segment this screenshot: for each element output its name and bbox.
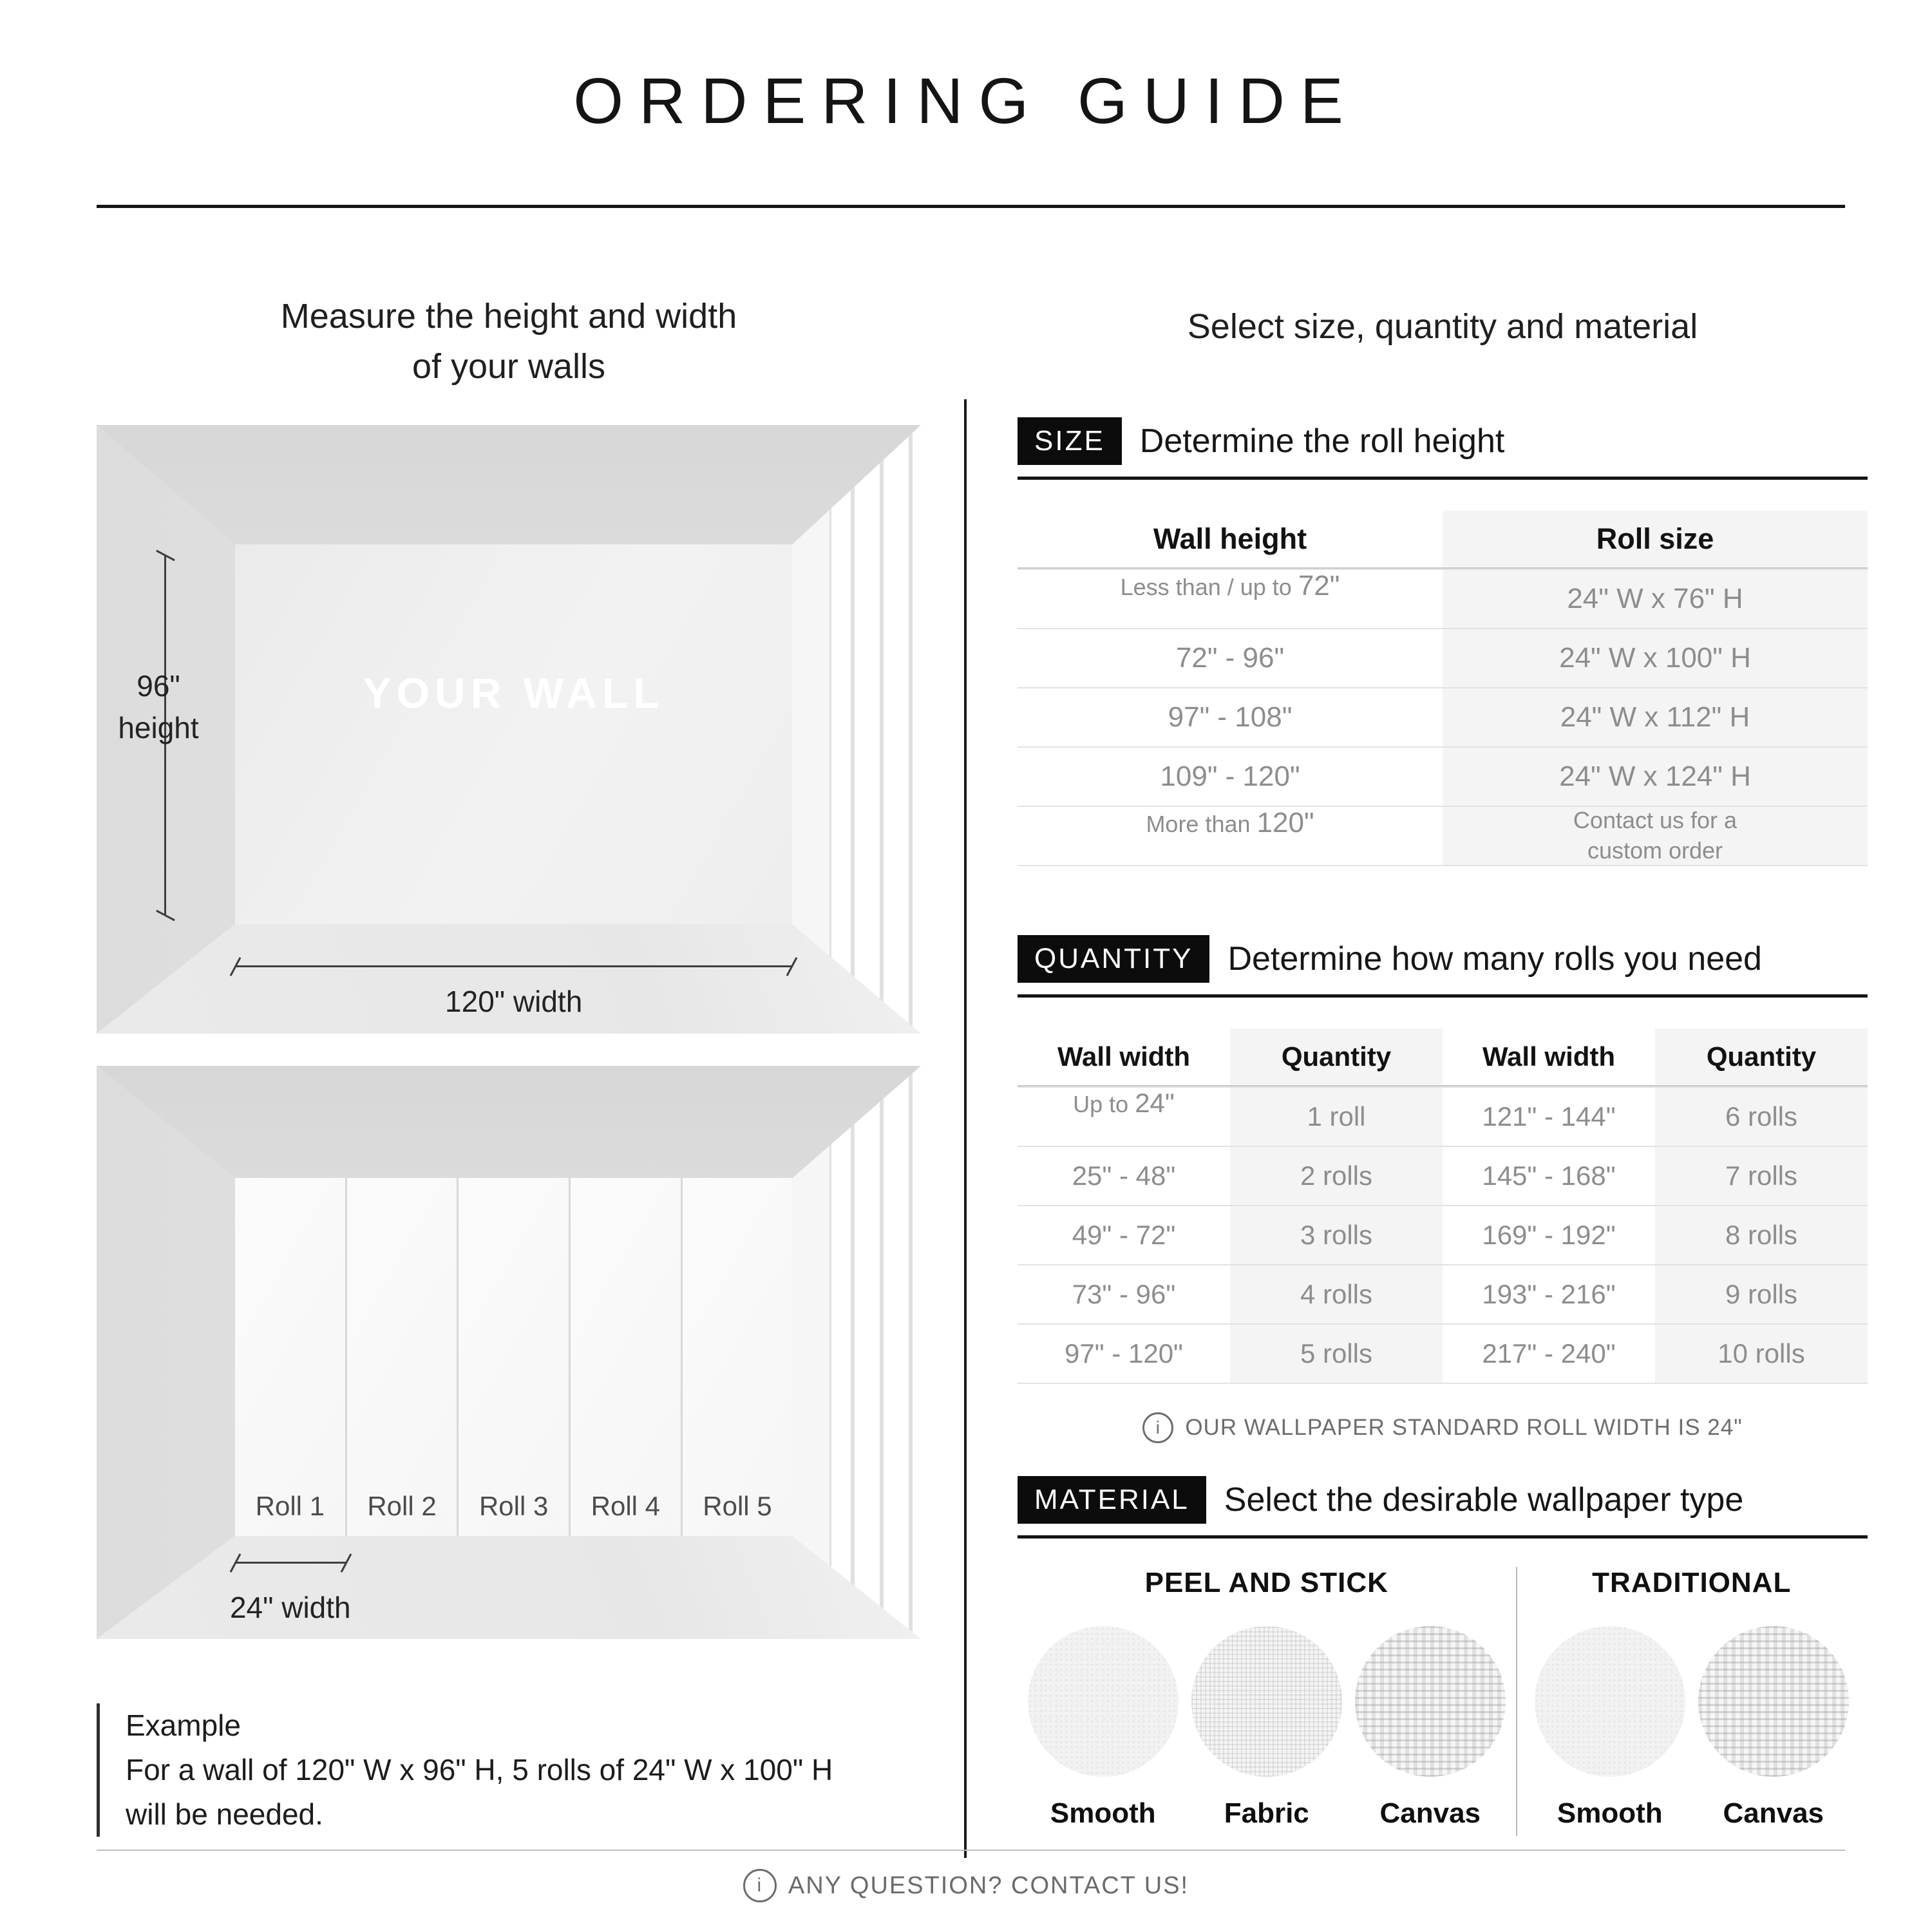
wall-width-cell: 145" - 168"	[1482, 1160, 1616, 1191]
info-icon: i	[1142, 1412, 1173, 1443]
size-section	[1018, 417, 1868, 866]
wall-width-cell: 193" - 216"	[1482, 1279, 1616, 1309]
width-measure-line	[235, 965, 792, 967]
wall-height-cell: 109" - 120"	[1160, 761, 1300, 792]
footer-note-text: ANY QUESTION? CONTACT US!	[788, 1871, 1189, 1899]
quantity-section-header	[1018, 935, 1868, 998]
window-mullion	[880, 425, 884, 1034]
roll-panel: Roll 1	[235, 1178, 345, 1535]
wall-width-cell: 217" - 240"	[1482, 1338, 1616, 1368]
size-table-header	[1018, 511, 1868, 569]
roll-width-label: 24" width	[229, 1591, 351, 1625]
col-quantity: Quantity	[1655, 1028, 1868, 1085]
size-row	[1018, 628, 1868, 687]
roll-panel: Roll 4	[571, 1178, 681, 1535]
footer-contact-note	[0, 1869, 1932, 1902]
roll-size-cell: 24" W x 100" H	[1443, 629, 1868, 687]
window-mullion	[851, 1066, 855, 1639]
left-heading-line1: Measure the height and width	[280, 297, 737, 336]
wall-height-cell	[1018, 807, 1443, 865]
window-mullion	[909, 1066, 913, 1639]
quantity-row	[1018, 1146, 1868, 1205]
size-row	[1018, 687, 1868, 746]
quantity-row	[1018, 1205, 1868, 1264]
quantity-cell: 7 rolls	[1655, 1147, 1868, 1205]
title-divider-rule	[97, 205, 1845, 208]
roll-size-cell: 24" W x 76" H	[1443, 570, 1868, 628]
swatch-fabric	[1189, 1626, 1344, 1830]
quantity-section	[1018, 935, 1868, 1443]
fabric-texture-swatch	[1191, 1626, 1342, 1777]
traditional-heading: TRADITIONAL	[1592, 1567, 1792, 1598]
custom-order-line2: custom order	[1587, 837, 1723, 864]
wall-height-cell	[1018, 570, 1443, 628]
wall-width-cell	[1018, 1088, 1230, 1146]
quantity-row	[1018, 1264, 1868, 1323]
quantity-cell: 8 rolls	[1655, 1206, 1868, 1264]
roll-panel: Roll 2	[347, 1178, 457, 1535]
roll-width-measure-line	[235, 1562, 346, 1564]
height-label	[100, 665, 216, 748]
roll-panel: Roll 3	[459, 1178, 569, 1535]
quantity-row	[1018, 1323, 1868, 1383]
quantity-table-header	[1018, 1028, 1868, 1086]
quantity-cell: 1 roll	[1230, 1088, 1443, 1146]
wall-width-cell: 121" - 144"	[1482, 1101, 1616, 1132]
size-col-wall-height: Wall height	[1153, 522, 1307, 555]
size-row	[1018, 569, 1868, 628]
wall-width-value: 24"	[1135, 1088, 1175, 1118]
wall-width-cell: 97" - 120"	[1065, 1338, 1183, 1368]
size-col-roll-size: Roll size	[1443, 511, 1868, 567]
window-mullion	[880, 1066, 884, 1639]
wall-height-cell: 72" - 96"	[1175, 642, 1285, 674]
swatch-canvas	[1353, 1626, 1508, 1830]
quantity-cell: 5 rolls	[1230, 1325, 1443, 1383]
quantity-cell: 6 rolls	[1655, 1088, 1868, 1146]
canvas-texture-swatch	[1355, 1626, 1506, 1777]
roll-panels	[235, 1178, 792, 1535]
material-tag: MATERIAL	[1018, 1476, 1206, 1524]
back-wall	[235, 544, 792, 924]
left-column-heading	[97, 291, 921, 392]
height-value: 96"	[137, 669, 180, 703]
peel-and-stick-group	[1018, 1567, 1516, 1830]
quantity-cell: 4 rolls	[1230, 1265, 1443, 1323]
wall-height-value: 72"	[1298, 570, 1340, 601]
smooth-texture-swatch	[1535, 1626, 1685, 1777]
material-groups	[1018, 1567, 1868, 1830]
roll-panel: Roll 5	[683, 1178, 793, 1535]
wall-width-cell: 169" - 192"	[1482, 1220, 1616, 1250]
window-mullion	[909, 425, 913, 1034]
swatch-smooth	[1533, 1626, 1687, 1830]
wall-width-cell: 25" - 48"	[1072, 1160, 1176, 1191]
room-illustration-rolls	[97, 1066, 921, 1639]
peel-and-stick-heading: PEEL AND STICK	[1144, 1567, 1388, 1598]
traditional-group	[1516, 1567, 1868, 1830]
wall-height-value: 120"	[1256, 807, 1314, 838]
page-title: ORDERING GUIDE	[573, 65, 1359, 137]
col-wall-width: Wall width	[1482, 1041, 1616, 1072]
height-word: height	[118, 710, 199, 744]
right-column-heading: Select size, quantity and material	[1187, 307, 1698, 346]
smooth-texture-swatch	[1028, 1626, 1179, 1777]
material-section	[1018, 1476, 1868, 1830]
quantity-table	[1018, 1028, 1868, 1384]
size-table	[1018, 511, 1868, 866]
canvas-texture-swatch	[1698, 1626, 1849, 1777]
roll-size-cell: 24" W x 124" H	[1443, 748, 1868, 806]
size-row	[1018, 806, 1868, 865]
wall-height-prefix: More than	[1146, 811, 1251, 837]
size-section-header	[1018, 417, 1868, 480]
material-section-header	[1018, 1476, 1868, 1539]
swatch-canvas	[1696, 1626, 1851, 1830]
quantity-cell: 9 rolls	[1655, 1265, 1868, 1323]
swatch-label: Smooth	[1557, 1797, 1663, 1829]
example-line1: For a wall of 120" W x 96" H, 5 rolls of 24" W x 100" H	[126, 1753, 833, 1786]
wall-width-prefix: Up to	[1073, 1091, 1129, 1117]
wall-width-cell: 49" - 72"	[1072, 1220, 1176, 1250]
peel-and-stick-swatches	[1026, 1626, 1508, 1830]
roll-size-cell	[1443, 807, 1868, 865]
col-wall-width: Wall width	[1057, 1041, 1191, 1072]
quantity-row	[1018, 1086, 1868, 1146]
swatch-label: Fabric	[1224, 1797, 1309, 1829]
traditional-swatches	[1533, 1626, 1851, 1830]
wall-width-cell: 73" - 96"	[1072, 1279, 1176, 1309]
info-icon: i	[743, 1869, 777, 1902]
quantity-tag: QUANTITY	[1018, 935, 1209, 983]
quantity-subtitle: Determine how many rolls you need	[1227, 940, 1762, 978]
swatch-label: Canvas	[1723, 1797, 1824, 1829]
column-divider	[964, 399, 967, 1858]
footer-divider-rule	[97, 1850, 1845, 1851]
window-mullion	[851, 425, 855, 1034]
example-note	[97, 1703, 937, 1837]
size-row	[1018, 746, 1868, 806]
quantity-cell: 2 rolls	[1230, 1147, 1443, 1205]
your-wall-label: YOUR WALL	[363, 669, 665, 717]
wall-height-cell: 97" - 108"	[1168, 701, 1293, 733]
material-subtitle: Select the desirable wallpaper type	[1224, 1481, 1744, 1519]
example-title: Example	[126, 1709, 241, 1742]
left-heading-line2: of your walls	[412, 347, 606, 386]
swatch-smooth	[1026, 1626, 1180, 1830]
roll-size-cell: 24" W x 112" H	[1443, 688, 1868, 746]
roll-width-note	[1018, 1412, 1868, 1443]
room-illustration-measure	[97, 425, 921, 1034]
wall-height-prefix: Less than / up to	[1120, 574, 1292, 600]
material-group-divider	[1516, 1567, 1517, 1836]
swatch-label: Smooth	[1050, 1797, 1156, 1829]
quantity-cell: 10 rolls	[1655, 1325, 1868, 1383]
swatch-label: Canvas	[1379, 1797, 1481, 1829]
custom-order-line1: Contact us for a	[1573, 807, 1738, 834]
example-line2: will be needed.	[126, 1797, 323, 1831]
width-label: 120" width	[445, 984, 583, 1018]
size-tag: SIZE	[1018, 417, 1122, 465]
size-subtitle: Determine the roll height	[1139, 422, 1505, 460]
col-quantity: Quantity	[1230, 1028, 1443, 1085]
quantity-cell: 3 rolls	[1230, 1206, 1443, 1264]
roll-width-note-text: OUR WALLPAPER STANDARD ROLL WIDTH IS 24"	[1185, 1415, 1743, 1440]
